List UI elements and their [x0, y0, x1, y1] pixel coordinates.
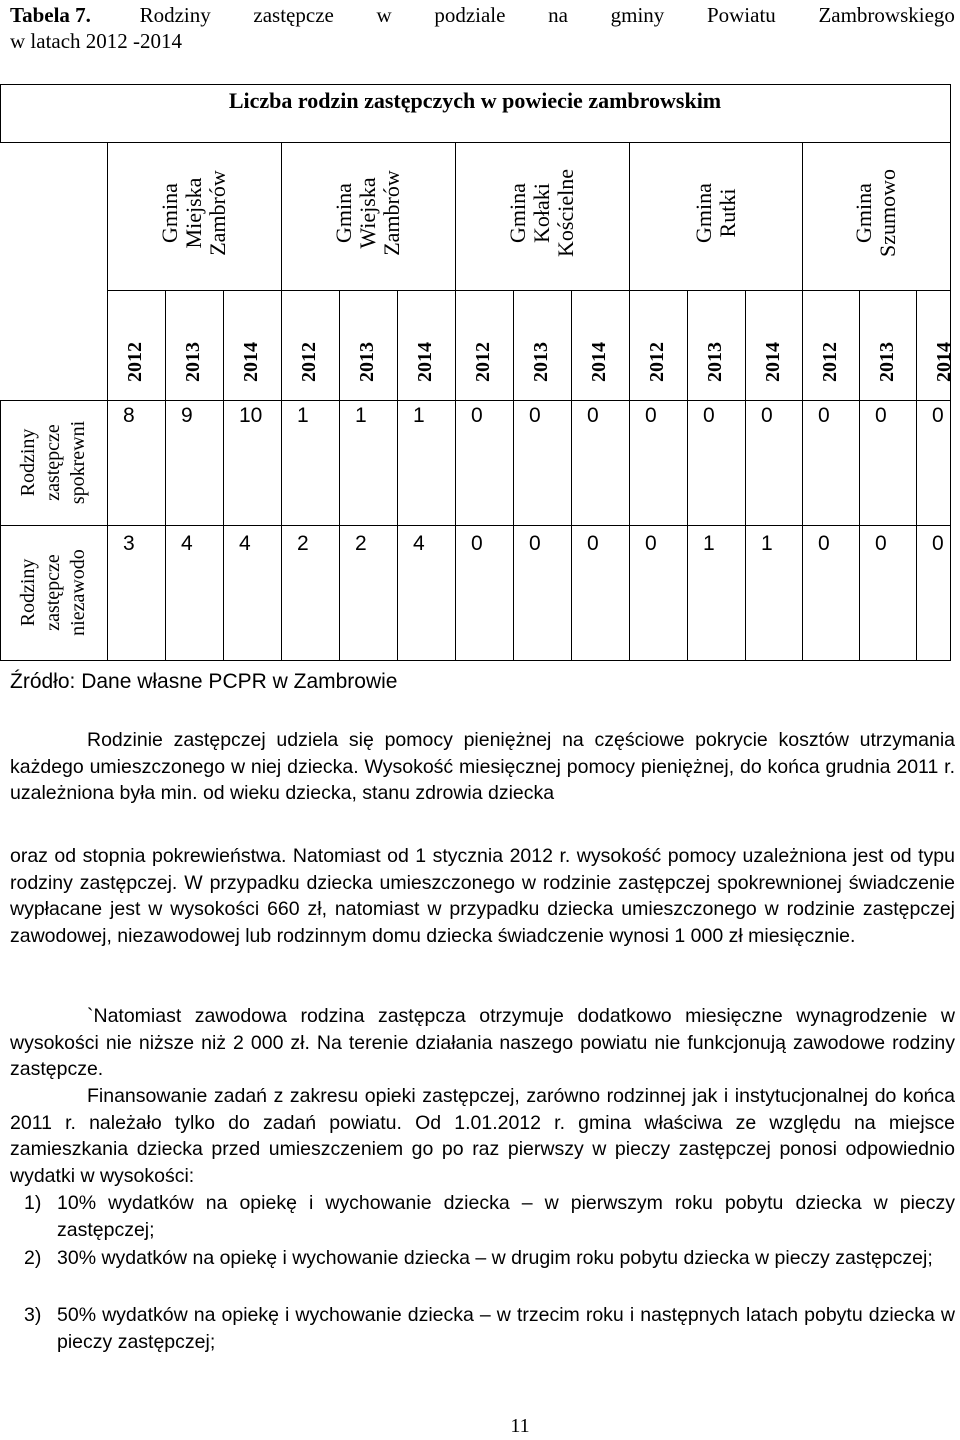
table-border-top: [0, 84, 950, 85]
table-cell: 1: [413, 404, 425, 427]
table-cell: 9: [181, 404, 193, 427]
year-header: 2012: [646, 342, 668, 382]
table-cell: 4: [239, 532, 251, 555]
gmina-header: [506, 148, 578, 278]
row-label-line: zastępcze: [42, 424, 64, 501]
table-cell: 1: [761, 532, 773, 555]
table-year-col-line: [687, 290, 688, 660]
table-cell: 0: [471, 404, 483, 427]
gmina-header-line: Gmina: [157, 183, 182, 243]
row-label-line: spokrewni: [67, 420, 89, 505]
table-year-col-line: [571, 290, 572, 660]
table-cell: 0: [761, 404, 773, 427]
table-cell: 8: [123, 404, 135, 427]
table-cell: 0: [932, 532, 944, 555]
table-cell: 0: [932, 404, 944, 427]
year-header: 2013: [876, 342, 898, 382]
table-caption-line-2: w latach 2012 -2014: [10, 29, 183, 53]
source-note: Źródło: Dane własne PCPR w Zambrowie: [10, 670, 398, 693]
table-caption-word: Rodziny: [139, 3, 211, 27]
gmina-header-line: Kościelne: [553, 169, 578, 257]
table-cell: 0: [645, 532, 657, 555]
table-cell: 0: [818, 404, 830, 427]
table-caption-label: Tabela 7.: [10, 3, 91, 27]
gmina-header: [852, 148, 900, 278]
table-caption-word: w: [376, 3, 392, 27]
list-item-number: 1): [24, 1192, 42, 1214]
year-header: 2014: [414, 342, 436, 382]
page-number: 11: [510, 1415, 530, 1437]
table-caption-word: gminy: [610, 3, 665, 27]
year-header: 2013: [356, 342, 378, 382]
gmina-header-line: Gmina: [505, 183, 530, 243]
gmina-header-line: Miejska: [181, 177, 206, 249]
table-cell: 0: [818, 532, 830, 555]
table-year-col-line: [165, 290, 166, 660]
table-year-divider: [0, 400, 950, 401]
table-cell: 10: [239, 404, 263, 427]
table-year-col-line: [513, 290, 514, 660]
gmina-header-line: Gmina: [851, 183, 876, 243]
list-item-number: 2): [24, 1247, 42, 1269]
table-caption-word: na: [548, 3, 568, 27]
table-year-col-line: [223, 290, 224, 660]
row-label-line: niezawodo: [67, 549, 89, 636]
table-border-left: [0, 400, 1, 660]
table-year-col-line: [916, 290, 917, 660]
list-item-text: 50% wydatków na opiekę i wychowanie dziecka – w trzecim roku i następnych latach pobytu dziecka w pieczy zastępczej;: [57, 1304, 955, 1353]
table-border-bottom: [0, 660, 951, 661]
table-group-divider: [629, 142, 630, 660]
year-header: 2014: [933, 342, 955, 382]
gmina-header-line: Rutki: [714, 188, 740, 238]
table-border-left-top: [0, 84, 1, 142]
year-header: 2012: [124, 342, 146, 382]
table-cell: 0: [875, 404, 887, 427]
table-group-divider: [281, 142, 282, 660]
table-cell: 0: [875, 532, 887, 555]
gmina-header-line: Szumowo: [875, 169, 900, 257]
gmina-header-line: Gmina: [331, 183, 356, 243]
table-caption-word: zastępcze: [253, 3, 334, 27]
list-item-number: 3): [24, 1304, 42, 1326]
table-group-divider: [455, 142, 456, 660]
table-cell: 2: [297, 532, 309, 555]
year-header: 2014: [588, 342, 610, 382]
paragraph-4: Finansowanie zadań z zakresu opieki zastępczej, zarówno rodzinnej jak i instytucjonalnej do końca 2011 r. należało tylko do zadań powiatu. Od 1.01.2012 r. gmina właściwa ze względu na miejsce zamieszkania dziecka przed umieszczeniem go po raz pierwszy w pieczy zastępczej ponosi odpowiednio wydatki w wysokości:: [10, 1085, 955, 1187]
table-cell: 1: [703, 532, 715, 555]
table-cell: 0: [703, 404, 715, 427]
paragraph-1: Rodzinie zastępczej udziela się pomocy pieniężnej na częściowe pokrycie kosztów utrzymania każdego umieszczonego w niej dziecka. Wysokość miesięcznej pomocy pieniężnej, do końca grudnia 2011 r. uzależniona była min. od wieku dziecka, stanu zdrowia dziecka: [10, 729, 955, 805]
table-cell: 4: [181, 532, 193, 555]
table-year-col-line: [397, 290, 398, 660]
table-group-divider: [802, 142, 803, 660]
table-year-col-line: [339, 290, 340, 660]
table-cell: 0: [529, 404, 541, 427]
gmina-header-line: Zambrów: [205, 170, 230, 256]
paragraph-2: oraz od stopnia pokrewieństwa. Natomiast od 1 stycznia 2012 r. wysokość pomocy uzależniona jest od typu rodziny zastępczej. W przypadku dziecka umieszczonego w rodzinie zastępczej spokrewnionej świadczenie wypłacane jest w wysokości 660 zł, natomiast w przypadku dziecka umieszczonego w rodzinie zastępczej zawodowej, niezawodowej lub rodzinnym domu dziecka świadczenie wynosi 1 000 zł miesięcznie.: [10, 845, 955, 947]
gmina-header: [692, 148, 740, 278]
gmina-header-line: Wiejska: [355, 177, 380, 249]
table-cell: 1: [297, 404, 309, 427]
table-cell: 0: [587, 404, 599, 427]
year-header: 2012: [298, 342, 320, 382]
table-caption-line-1: [10, 2, 955, 28]
table-cell: 2: [355, 532, 367, 555]
table-cell: 0: [645, 404, 657, 427]
table-cell: 1: [355, 404, 367, 427]
row-label: [16, 530, 91, 655]
year-header: 2013: [182, 342, 204, 382]
gmina-header: [158, 148, 230, 278]
year-header: 2014: [240, 342, 262, 382]
list-item-text: 30% wydatków na opiekę i wychowanie dziecka – w drugim roku pobytu dziecka w pieczy zastępczej;: [57, 1247, 933, 1269]
row-label-line: zastępcze: [42, 554, 64, 631]
table-year-col-line: [745, 290, 746, 660]
row-label-line: Rodziny: [17, 428, 39, 497]
gmina-header-line: Zambrów: [379, 170, 404, 256]
row-label-line: Rodziny: [17, 558, 39, 627]
year-header: 2012: [819, 342, 841, 382]
list-item-text: 10% wydatków na opiekę i wychowanie dziecka – w pierwszym roku pobytu dziecka w pieczy zastępczej;: [57, 1192, 955, 1241]
year-header: 2013: [704, 342, 726, 382]
row-label: [16, 405, 91, 520]
gmina-header: [332, 148, 404, 278]
table-year-col-line: [859, 290, 860, 660]
gmina-header-line: Gmina: [690, 183, 716, 243]
year-header: 2012: [472, 342, 494, 382]
table-cell: 4: [413, 532, 425, 555]
paragraph-3: `Natomiast zawodowa rodzina zastępcza otrzymuje dodatkowo miesięczne wynagrodzenie w wysokości nie niższe niż 2 000 zł. Na terenie działania naszego powiatu nie funkcjonują zawodowe rodziny zastępcze.: [10, 1005, 955, 1081]
year-header: 2013: [530, 342, 552, 382]
table-header-title: Liczba rodzin zastępczych w powiecie zambrowskim: [228, 88, 722, 113]
table-header-divider: [0, 142, 950, 143]
table-caption-word: podziale: [434, 3, 506, 27]
table-cell: 0: [587, 532, 599, 555]
year-header: 2014: [762, 342, 784, 382]
table-row-divider: [0, 525, 950, 526]
table-caption-word: Zambrowskiego: [818, 3, 955, 27]
table-cell: 0: [471, 532, 483, 555]
table-caption: [10, 2, 955, 54]
table-cell: 0: [529, 532, 541, 555]
table-label-col-line: [107, 142, 108, 660]
gmina-header-line: Kołaki: [529, 183, 554, 243]
table-gminy-divider: [107, 290, 950, 291]
table-caption-word: Powiatu: [706, 3, 776, 27]
table-cell: 3: [123, 532, 135, 555]
